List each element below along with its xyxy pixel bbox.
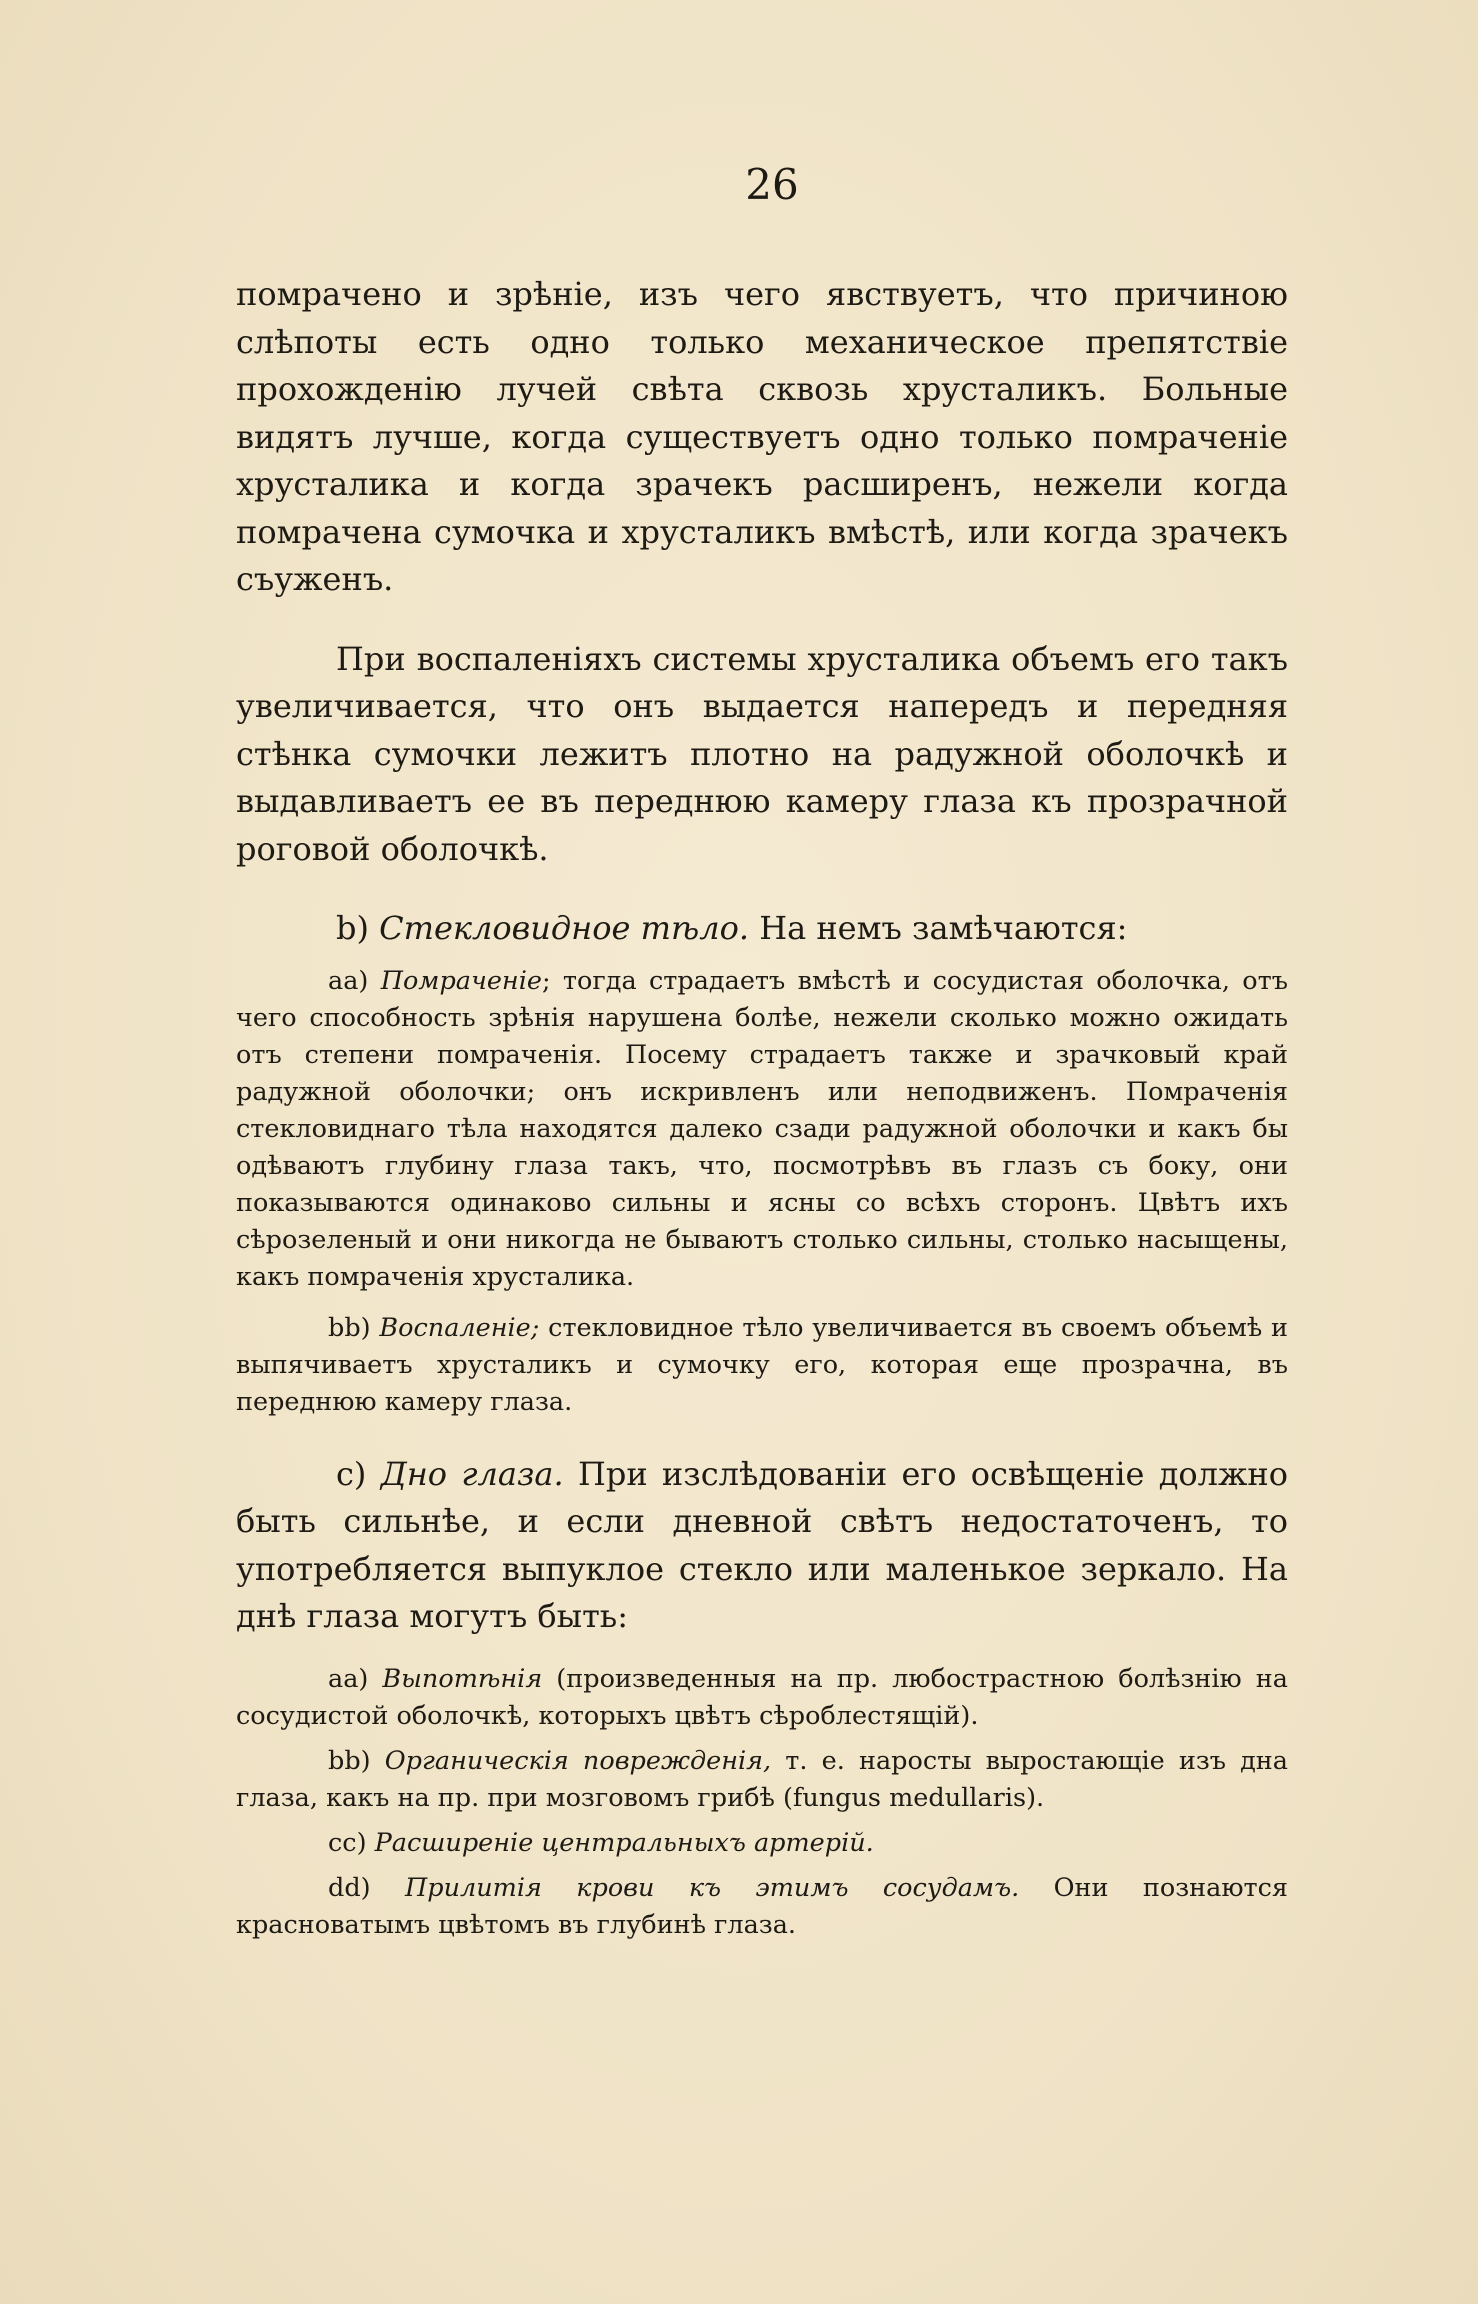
item-marker: dd) (328, 1872, 371, 1903)
item-text: Они познаются красноватымъ цвѣтомъ въ глубинѣ глаза. (236, 1872, 1289, 1940)
item-vitreous-opacity (236, 963, 1288, 1296)
item-text: стекловидное тѣло увеличивается въ своемъ объемѣ и выпячиваетъ хрусталикъ и сумочку его, которая еще прозрачна, въ переднюю камеру глаза. (236, 1312, 1288, 1417)
item-marker: bb) (328, 1312, 371, 1343)
item-marker: aa) (328, 1663, 369, 1694)
section-vitreous-body (236, 905, 1288, 953)
item-title: Расширеніе центральныхъ артерій. (374, 1827, 874, 1858)
item-exudates (236, 1661, 1288, 1735)
item-marker: cc) (328, 1827, 367, 1858)
paragraph-lens-inflammation: При воспаленіяхъ системы хрусталика объемъ его такъ увеличивается, что онъ выдается напередъ и передняя стѣнка сумочки лежитъ плотно на радужной оболочкѣ и выдавливаетъ ее въ переднюю камеру глаза къ прозрачной роговой оболочкѣ. (236, 639, 1288, 868)
item-text: (произведенныя на пр. любострастною болѣзнію на сосудистой оболочкѣ, которыхъ цвѣтъ сѣроблестящій). (236, 1663, 1289, 1731)
section-title: Стекловидное тѣло. (379, 909, 750, 947)
section-marker: c) (336, 1454, 367, 1493)
item-title: Выпотѣнія (382, 1663, 543, 1694)
item-text: т. е. наросты выростающіе изъ дна глаза, какъ на пр. при мозговомъ грибѣ (fungus medullaris). (236, 1745, 1289, 1813)
section-intro: На немъ замѣчаются: (759, 909, 1128, 947)
item-marker: bb) (328, 1745, 371, 1776)
item-title: Воспаленіе; (379, 1312, 540, 1343)
item-text: ; тогда страдаетъ вмѣстѣ и сосудистая оболочка, отъ чего способность зрѣнія нарушена болѣе, нежели сколько можно ожидать отъ степени помраченія. Посему страдаетъ также и зрачковый край радужной оболочки; онъ искривленъ или неподвиженъ. Помраченія стекловиднаго тѣла находятся далеко сзади радужной оболочки и какъ бы одѣваютъ глубину глаза такъ, что, посмотрѣвъ въ глазъ съ боку, они показываются одинаково сильны и ясны со всѣхъ сторонъ. Цвѣтъ ихъ сѣрозеленый и они никогда не бываютъ столько сильны, столько насыщены, какъ помраченія хрусталика. (236, 965, 1288, 1292)
page-number: 26 (745, 160, 799, 209)
item-artery-dilation (236, 1825, 1288, 1862)
section-marker: b) (336, 909, 369, 947)
section-title: Дно глаза. (380, 1454, 564, 1493)
item-title: Органическія поврежденія, (384, 1745, 772, 1776)
item-marker: aa) (328, 965, 369, 996)
item-blood-congestion (236, 1870, 1288, 1944)
item-title: Помраченіе (380, 965, 542, 996)
section-intro: При изслѣдованіи его освѣщеніе должно быть сильнѣе, и если дневной свѣтъ недостаточенъ, то употребляется выпуклое стекло или маленькое зеркало. На днѣ глаза могутъ быть: (236, 1454, 1289, 1635)
section-fundus (236, 1451, 1288, 1641)
item-title: Прилитія крови къ этимъ сосудамъ. (405, 1872, 1020, 1903)
paragraph-lens-opacity: помрачено и зрѣніе, изъ чего явствуетъ, что причиною слѣпоты есть одно только механическое препятствіе прохожденію лучей свѣта сквозь хрусталикъ. Больные видятъ лучше, когда существуетъ одно только помраченіе хрусталика и когда зрачекъ расширенъ, нежели когда помрачена сумочка и хрусталикъ вмѣстѣ, или когда зрачекъ съуженъ. (236, 275, 1288, 598)
item-vitreous-inflammation (236, 1310, 1288, 1421)
item-organic-lesions (236, 1743, 1288, 1817)
